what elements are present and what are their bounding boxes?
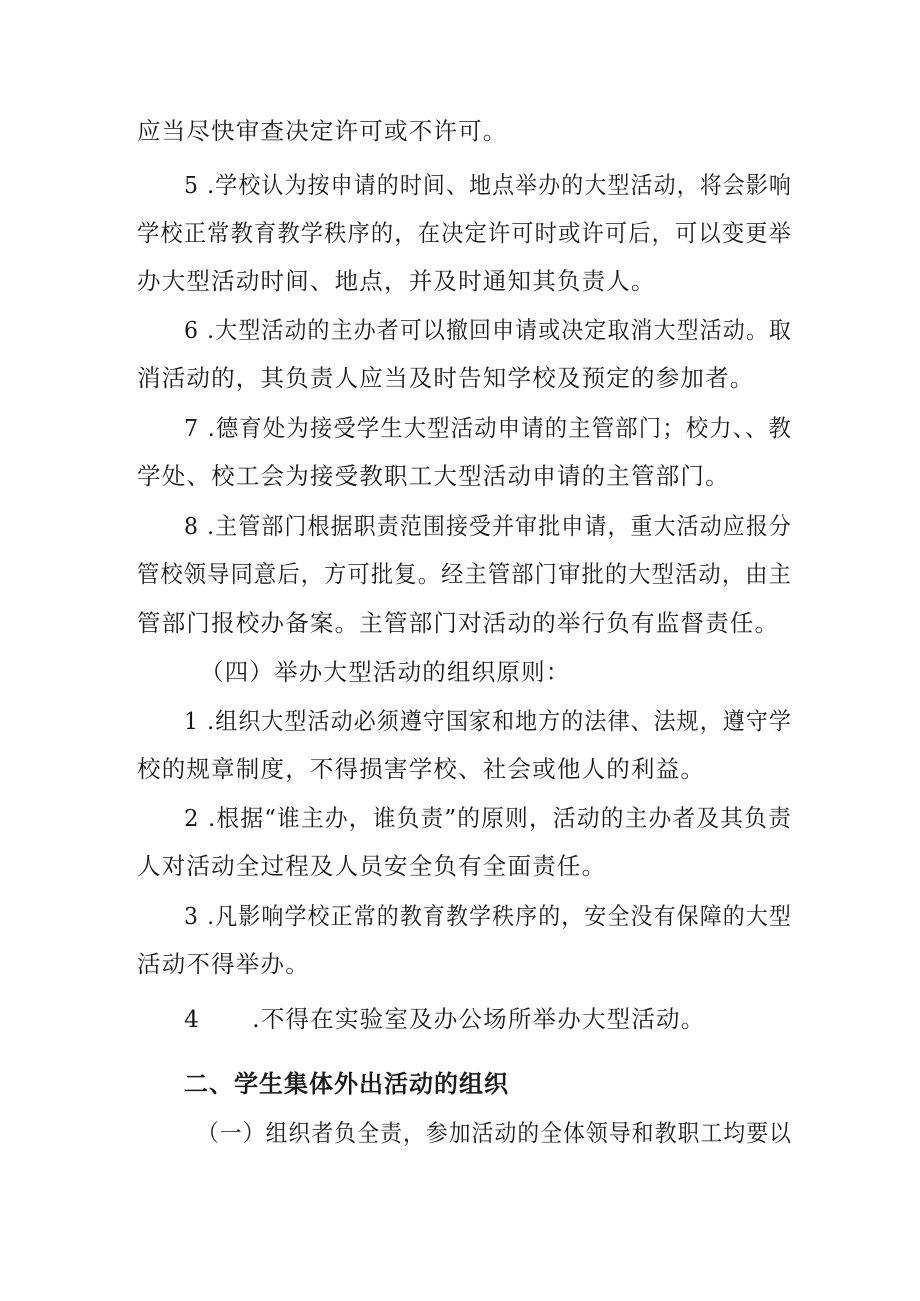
subsection-title: （四）举办大型活动的组织原则： — [200, 658, 571, 686]
text-line — [0, 608, 920, 638]
line-text: 办大型活动时间、地点，并及时通知其负责人。 — [137, 267, 656, 295]
text-line — [0, 170, 920, 200]
text-line — [0, 1118, 920, 1148]
line-text: 学处、校工会为接受教职工大型活动申请的主管部门。 — [137, 462, 730, 490]
text-line — [0, 949, 920, 979]
section-heading: 二、学生集体外出活动的组织 — [184, 1070, 509, 1098]
line-text: 1 .组织大型活动必须遵守国家和地方的法律、法规，遵守学 — [184, 707, 792, 735]
line-text: 校的规章制度，不得损害学校、社会或他人的利益。 — [137, 755, 706, 783]
text-line — [0, 413, 920, 443]
text-line — [0, 803, 920, 833]
line-text: 管部门报校办备案。主管部门对活动的举行负有监督责任。 — [137, 609, 780, 637]
line-text: 6 .大型活动的主办者可以撤回申请或决定取消大型活动。取 — [184, 316, 792, 344]
text-line — [0, 511, 920, 541]
text-line — [0, 851, 920, 881]
line-text: 学校正常教育教学秩序的，在决定许可时或许可后，可以变更举 — [137, 219, 792, 247]
text-line — [0, 116, 920, 146]
line-text: 活动不得举办。 — [137, 950, 310, 978]
text-line — [0, 657, 920, 687]
text-line — [0, 706, 920, 736]
text-line — [0, 559, 920, 589]
line-text: 5 .学校认为按申请的时间、地点举办的大型活动，将会影响 — [184, 171, 792, 199]
line-text: 人对活动全过程及人员安全负有全面责任。 — [137, 852, 607, 880]
text-line — [0, 266, 920, 296]
line-text: 管校领导同意后，方可批复。经主管部门审批的大型活动，由主 — [137, 560, 792, 588]
line-text: 消活动的，其负责人应当及时告知学校及预定的参加者。 — [137, 364, 755, 392]
text-line — [0, 1004, 920, 1034]
line-text: （一）组织者负全责，参加活动的全体领导和教职工均要以 — [197, 1119, 792, 1147]
text-line — [0, 363, 920, 393]
text-line — [0, 754, 920, 784]
text-line — [0, 315, 920, 345]
line-text: 3 .凡影响学校正常的教育教学秩序的，安全没有保障的大型 — [184, 902, 792, 930]
line-text: 8 .主管部门根据职责范围接受并审批申请，重大活动应报分 — [184, 512, 792, 540]
line-text: 2 .根据“谁主办，谁负责”的原则，活动的主办者及其负责 — [184, 804, 792, 832]
line-text: 应当尽快审查决定许可或不许可。 — [137, 117, 508, 145]
line-text: 7 .德育处为接受学生大型活动申请的主管部门；校力、、教 — [184, 414, 792, 442]
text-line — [0, 461, 920, 491]
line-text: 4 .不得在实验室及办公场所举办大型活动。 — [184, 1005, 706, 1033]
text-line — [0, 218, 920, 248]
text-line — [0, 901, 920, 931]
